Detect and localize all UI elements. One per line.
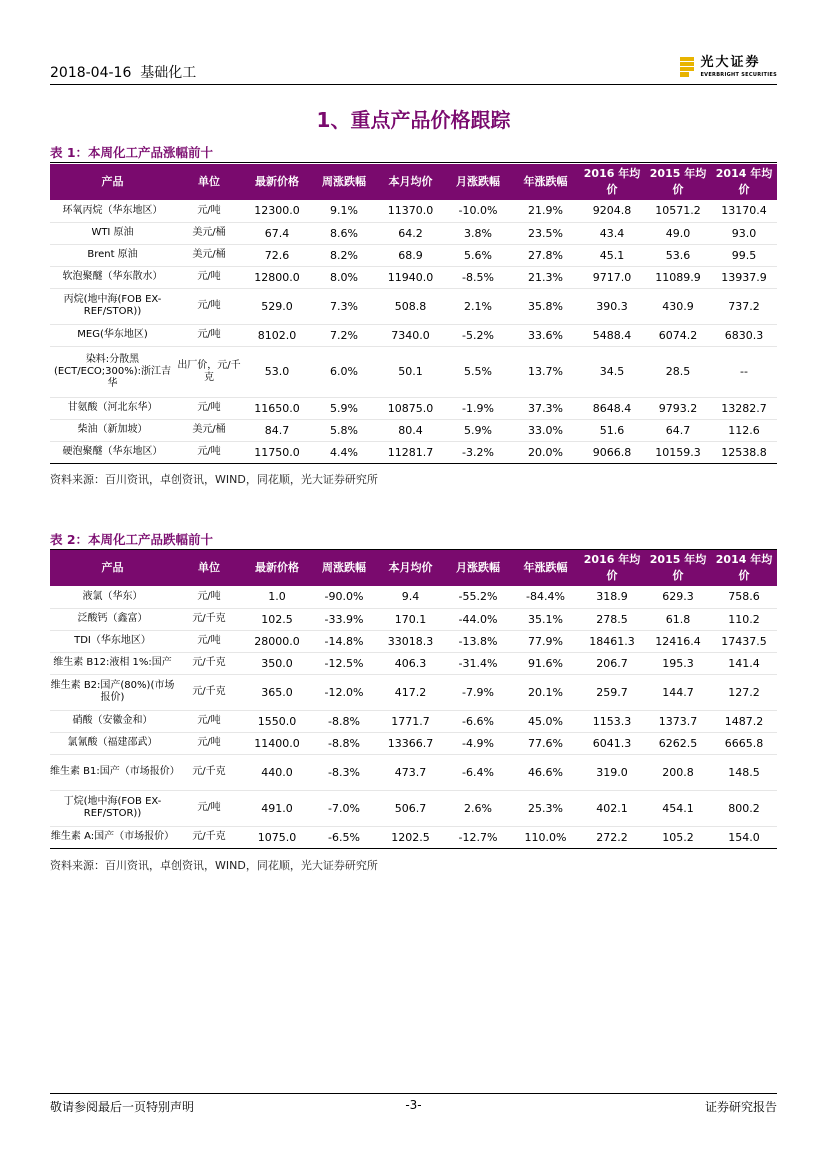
value-cell: 102.5	[243, 608, 311, 630]
value-cell: 6041.3	[579, 732, 645, 754]
table-row	[50, 222, 777, 244]
value-cell: 11281.7	[377, 441, 444, 463]
value-cell: 440.0	[243, 754, 311, 790]
value-cell: 5.6%	[444, 244, 512, 266]
value-cell: 12416.4	[645, 630, 711, 652]
product-name-cell: 硬泡聚醚（华东地区）	[50, 441, 175, 463]
table2-falling-products	[50, 550, 777, 849]
value-cell: 5.9%	[311, 397, 377, 419]
value-cell: 68.9	[377, 244, 444, 266]
value-cell: 506.7	[377, 790, 444, 826]
value-cell: 1202.5	[377, 826, 444, 848]
value-cell: 5.9%	[444, 419, 512, 441]
value-cell: 350.0	[243, 652, 311, 674]
value-cell: 272.2	[579, 826, 645, 848]
column-header: 产品	[50, 550, 175, 586]
unit-cell: 元/千克	[175, 652, 243, 674]
table1-title: 表 1：本周化工产品涨幅前十	[50, 145, 214, 160]
value-cell: 8102.0	[243, 324, 311, 346]
value-cell: -12.7%	[444, 826, 512, 848]
column-header: 周涨跌幅	[311, 550, 377, 586]
value-cell: --	[711, 346, 777, 397]
value-cell: -14.8%	[311, 630, 377, 652]
column-header: 本月均价	[377, 164, 444, 200]
unit-cell: 元/千克	[175, 674, 243, 710]
report-date: 2018-04-16	[50, 65, 132, 81]
value-cell: 67.4	[243, 222, 311, 244]
value-cell: -10.0%	[444, 200, 512, 222]
value-cell: 46.6%	[512, 754, 579, 790]
value-cell: 8.0%	[311, 266, 377, 288]
unit-cell: 元/吨	[175, 790, 243, 826]
value-cell: 64.2	[377, 222, 444, 244]
value-cell: -4.9%	[444, 732, 512, 754]
value-cell: 127.2	[711, 674, 777, 710]
value-cell: -8.5%	[444, 266, 512, 288]
value-cell: 77.9%	[512, 630, 579, 652]
product-name-cell: 软泡聚醚（华东散水）	[50, 266, 175, 288]
table-header-row	[50, 164, 777, 200]
column-header: 最新价格	[243, 550, 311, 586]
value-cell: 11940.0	[377, 266, 444, 288]
value-cell: 7.2%	[311, 324, 377, 346]
unit-cell: 元/吨	[175, 266, 243, 288]
product-name-cell: 维生素 B2:国产(80%)(市场报价)	[50, 674, 175, 710]
value-cell: 195.3	[645, 652, 711, 674]
footer-divider	[50, 1093, 777, 1094]
value-cell: -44.0%	[444, 608, 512, 630]
value-cell: -8.3%	[311, 754, 377, 790]
value-cell: 6665.8	[711, 732, 777, 754]
column-header: 月涨跌幅	[444, 550, 512, 586]
unit-cell: 元/吨	[175, 288, 243, 324]
product-name-cell: 丁烷(地中海(FOB EX-REF/STOR))	[50, 790, 175, 826]
column-header: 年涨跌幅	[512, 164, 579, 200]
unit-cell: 出厂价，元/千克	[175, 346, 243, 397]
value-cell: -12.5%	[311, 652, 377, 674]
column-header: 2016 年均价	[579, 164, 645, 200]
value-cell: 144.7	[645, 674, 711, 710]
column-header: 周涨跌幅	[311, 164, 377, 200]
value-cell: 51.6	[579, 419, 645, 441]
page-number: -3-	[405, 1098, 422, 1112]
column-header: 本月均价	[377, 550, 444, 586]
value-cell: -3.2%	[444, 441, 512, 463]
page-header	[50, 56, 777, 84]
table-row	[50, 608, 777, 630]
table1-rising-products	[50, 164, 777, 464]
value-cell: 12538.8	[711, 441, 777, 463]
value-cell: 10875.0	[377, 397, 444, 419]
value-cell: -6.4%	[444, 754, 512, 790]
value-cell: 10159.3	[645, 441, 711, 463]
value-cell: 170.1	[377, 608, 444, 630]
value-cell: -6.6%	[444, 710, 512, 732]
value-cell: 6.0%	[311, 346, 377, 397]
table2-source: 资料来源：百川资讯，卓创资讯，WIND，同花顺，光大证券研究所	[50, 859, 378, 872]
value-cell: 5.5%	[444, 346, 512, 397]
logo-mark-icon	[680, 57, 694, 77]
column-header: 2014 年均价	[711, 550, 777, 586]
unit-cell: 美元/桶	[175, 419, 243, 441]
value-cell: 13.7%	[512, 346, 579, 397]
value-cell: 21.9%	[512, 200, 579, 222]
value-cell: -12.0%	[311, 674, 377, 710]
value-cell: 91.6%	[512, 652, 579, 674]
value-cell: 5.8%	[311, 419, 377, 441]
column-header: 2015 年均价	[645, 550, 711, 586]
value-cell: 8.6%	[311, 222, 377, 244]
value-cell: 80.4	[377, 419, 444, 441]
product-name-cell: 泛酸钙（鑫富）	[50, 608, 175, 630]
value-cell: 23.5%	[512, 222, 579, 244]
logo-name-en: EVERBRIGHT SECURITIES	[700, 72, 777, 78]
value-cell: 37.3%	[512, 397, 579, 419]
value-cell: 13282.7	[711, 397, 777, 419]
unit-cell: 元/吨	[175, 710, 243, 732]
logo-name-cn: 光大证券	[700, 55, 761, 70]
value-cell: 11370.0	[377, 200, 444, 222]
product-name-cell: 硝酸（安徽金和）	[50, 710, 175, 732]
value-cell: 206.7	[579, 652, 645, 674]
value-cell: 8648.4	[579, 397, 645, 419]
value-cell: 1153.3	[579, 710, 645, 732]
value-cell: 508.8	[377, 288, 444, 324]
unit-cell: 美元/桶	[175, 222, 243, 244]
value-cell: -1.9%	[444, 397, 512, 419]
table-header-row	[50, 550, 777, 586]
value-cell: 33.6%	[512, 324, 579, 346]
value-cell: -8.8%	[311, 710, 377, 732]
table-row	[50, 754, 777, 790]
value-cell: 148.5	[711, 754, 777, 790]
unit-cell: 元/千克	[175, 826, 243, 848]
table-row	[50, 266, 777, 288]
value-cell: -7.0%	[311, 790, 377, 826]
value-cell: 53.0	[243, 346, 311, 397]
value-cell: -5.2%	[444, 324, 512, 346]
section-title: 1、重点产品价格跟踪	[316, 108, 511, 132]
footer-disclaimer: 敬请参阅最后一页特别声明	[50, 1100, 195, 1114]
table-row	[50, 200, 777, 222]
value-cell: -90.0%	[311, 586, 377, 608]
value-cell: 84.7	[243, 419, 311, 441]
product-name-cell: 甘氨酸（河北东华）	[50, 397, 175, 419]
value-cell: -84.4%	[512, 586, 579, 608]
table-row	[50, 441, 777, 463]
product-name-cell: 染料:分散黑(ECT/ECO;300%):浙江吉华	[50, 346, 175, 397]
value-cell: 3.8%	[444, 222, 512, 244]
column-header: 单位	[175, 550, 243, 586]
value-cell: 9717.0	[579, 266, 645, 288]
value-cell: -31.4%	[444, 652, 512, 674]
table-row	[50, 652, 777, 674]
value-cell: 35.1%	[512, 608, 579, 630]
table-row	[50, 324, 777, 346]
footer-report-type: 证券研究报告	[704, 1100, 777, 1114]
unit-cell: 元/吨	[175, 441, 243, 463]
value-cell: 9793.2	[645, 397, 711, 419]
value-cell: 13366.7	[377, 732, 444, 754]
column-header: 2014 年均价	[711, 164, 777, 200]
table-row	[50, 674, 777, 710]
value-cell: 12800.0	[243, 266, 311, 288]
value-cell: 454.1	[645, 790, 711, 826]
value-cell: 25.3%	[512, 790, 579, 826]
value-cell: 34.5	[579, 346, 645, 397]
report-date-sector	[50, 62, 196, 82]
value-cell: 8.2%	[311, 244, 377, 266]
value-cell: 18461.3	[579, 630, 645, 652]
value-cell: 154.0	[711, 826, 777, 848]
value-cell: 430.9	[645, 288, 711, 324]
value-cell: 49.0	[645, 222, 711, 244]
value-cell: 43.4	[579, 222, 645, 244]
value-cell: 45.0%	[512, 710, 579, 732]
unit-cell: 元/吨	[175, 397, 243, 419]
value-cell: 9066.8	[579, 441, 645, 463]
value-cell: 319.0	[579, 754, 645, 790]
table-row	[50, 586, 777, 608]
value-cell: 45.1	[579, 244, 645, 266]
unit-cell: 元/吨	[175, 586, 243, 608]
value-cell: 110.2	[711, 608, 777, 630]
table-row	[50, 732, 777, 754]
value-cell: -55.2%	[444, 586, 512, 608]
table-row	[50, 288, 777, 324]
product-name-cell: 氯氰酸（福建邵武）	[50, 732, 175, 754]
unit-cell: 元/吨	[175, 324, 243, 346]
value-cell: 1771.7	[377, 710, 444, 732]
table1-top-rule	[50, 162, 777, 163]
table-row	[50, 346, 777, 397]
unit-cell: 元/吨	[175, 200, 243, 222]
column-header: 产品	[50, 164, 175, 200]
table2-title: 表 2：本周化工产品跌幅前十	[50, 532, 214, 547]
unit-cell: 元/千克	[175, 608, 243, 630]
value-cell: 473.7	[377, 754, 444, 790]
table-row	[50, 826, 777, 848]
value-cell: 61.8	[645, 608, 711, 630]
value-cell: 1.0	[243, 586, 311, 608]
value-cell: 7.3%	[311, 288, 377, 324]
value-cell: 529.0	[243, 288, 311, 324]
value-cell: 112.6	[711, 419, 777, 441]
value-cell: 50.1	[377, 346, 444, 397]
column-header: 月涨跌幅	[444, 164, 512, 200]
value-cell: 800.2	[711, 790, 777, 826]
company-logo	[680, 56, 777, 78]
product-name-cell: 维生素 A:国产（市场报价）	[50, 826, 175, 848]
column-header: 最新价格	[243, 164, 311, 200]
value-cell: 105.2	[645, 826, 711, 848]
value-cell: -7.9%	[444, 674, 512, 710]
value-cell: 12300.0	[243, 200, 311, 222]
product-name-cell: 环氧丙烷（华东地区）	[50, 200, 175, 222]
value-cell: 406.3	[377, 652, 444, 674]
unit-cell: 元/千克	[175, 754, 243, 790]
value-cell: 17437.5	[711, 630, 777, 652]
table-row	[50, 710, 777, 732]
value-cell: 64.7	[645, 419, 711, 441]
table1-source: 资料来源：百川资讯，卓创资讯，WIND，同花顺，光大证券研究所	[50, 473, 378, 486]
value-cell: 77.6%	[512, 732, 579, 754]
value-cell: 491.0	[243, 790, 311, 826]
value-cell: 13170.4	[711, 200, 777, 222]
value-cell: 72.6	[243, 244, 311, 266]
value-cell: 21.3%	[512, 266, 579, 288]
value-cell: 11650.0	[243, 397, 311, 419]
value-cell: 365.0	[243, 674, 311, 710]
value-cell: 9204.8	[579, 200, 645, 222]
value-cell: 1075.0	[243, 826, 311, 848]
column-header: 2015 年均价	[645, 164, 711, 200]
value-cell: 141.4	[711, 652, 777, 674]
value-cell: 737.2	[711, 288, 777, 324]
product-name-cell: 丙烷(地中海(FOB EX-REF/STOR))	[50, 288, 175, 324]
value-cell: 20.1%	[512, 674, 579, 710]
column-header: 2016 年均价	[579, 550, 645, 586]
value-cell: 629.3	[645, 586, 711, 608]
table-row	[50, 397, 777, 419]
value-cell: 6262.5	[645, 732, 711, 754]
report-sector: 基础化工	[140, 65, 197, 81]
value-cell: 318.9	[579, 586, 645, 608]
value-cell: 2.6%	[444, 790, 512, 826]
value-cell: 6074.2	[645, 324, 711, 346]
value-cell: 5488.4	[579, 324, 645, 346]
value-cell: 33018.3	[377, 630, 444, 652]
table-row	[50, 419, 777, 441]
value-cell: 2.1%	[444, 288, 512, 324]
value-cell: 402.1	[579, 790, 645, 826]
value-cell: 7340.0	[377, 324, 444, 346]
value-cell: 27.8%	[512, 244, 579, 266]
value-cell: 278.5	[579, 608, 645, 630]
value-cell: 99.5	[711, 244, 777, 266]
value-cell: 1550.0	[243, 710, 311, 732]
value-cell: -8.8%	[311, 732, 377, 754]
value-cell: 9.1%	[311, 200, 377, 222]
product-name-cell: 液氯（华东）	[50, 586, 175, 608]
product-name-cell: MEG(华东地区)	[50, 324, 175, 346]
column-header: 年涨跌幅	[512, 550, 579, 586]
value-cell: 11750.0	[243, 441, 311, 463]
value-cell: 20.0%	[512, 441, 579, 463]
value-cell: -6.5%	[311, 826, 377, 848]
value-cell: 390.3	[579, 288, 645, 324]
product-name-cell: Brent 原油	[50, 244, 175, 266]
unit-cell: 元/吨	[175, 630, 243, 652]
value-cell: 13937.9	[711, 266, 777, 288]
unit-cell: 元/吨	[175, 732, 243, 754]
product-name-cell: WTI 原油	[50, 222, 175, 244]
value-cell: 28.5	[645, 346, 711, 397]
value-cell: 53.6	[645, 244, 711, 266]
value-cell: 11089.9	[645, 266, 711, 288]
product-name-cell: TDI（华东地区）	[50, 630, 175, 652]
column-header: 单位	[175, 164, 243, 200]
value-cell: 1373.7	[645, 710, 711, 732]
value-cell: 11400.0	[243, 732, 311, 754]
value-cell: -33.9%	[311, 608, 377, 630]
value-cell: -13.8%	[444, 630, 512, 652]
value-cell: 9.4	[377, 586, 444, 608]
value-cell: 6830.3	[711, 324, 777, 346]
header-divider	[50, 84, 777, 85]
table-row	[50, 630, 777, 652]
value-cell: 200.8	[645, 754, 711, 790]
value-cell: 93.0	[711, 222, 777, 244]
table-row	[50, 244, 777, 266]
value-cell: 758.6	[711, 586, 777, 608]
value-cell: 4.4%	[311, 441, 377, 463]
value-cell: 35.8%	[512, 288, 579, 324]
unit-cell: 美元/桶	[175, 244, 243, 266]
value-cell: 259.7	[579, 674, 645, 710]
table-row	[50, 790, 777, 826]
value-cell: 10571.2	[645, 200, 711, 222]
value-cell: 33.0%	[512, 419, 579, 441]
product-name-cell: 维生素 B1:国产（市场报价）	[50, 754, 175, 790]
value-cell: 1487.2	[711, 710, 777, 732]
product-name-cell: 维生素 B12:液相 1%:国产	[50, 652, 175, 674]
product-name-cell: 柴油（新加坡）	[50, 419, 175, 441]
value-cell: 417.2	[377, 674, 444, 710]
value-cell: 110.0%	[512, 826, 579, 848]
value-cell: 28000.0	[243, 630, 311, 652]
